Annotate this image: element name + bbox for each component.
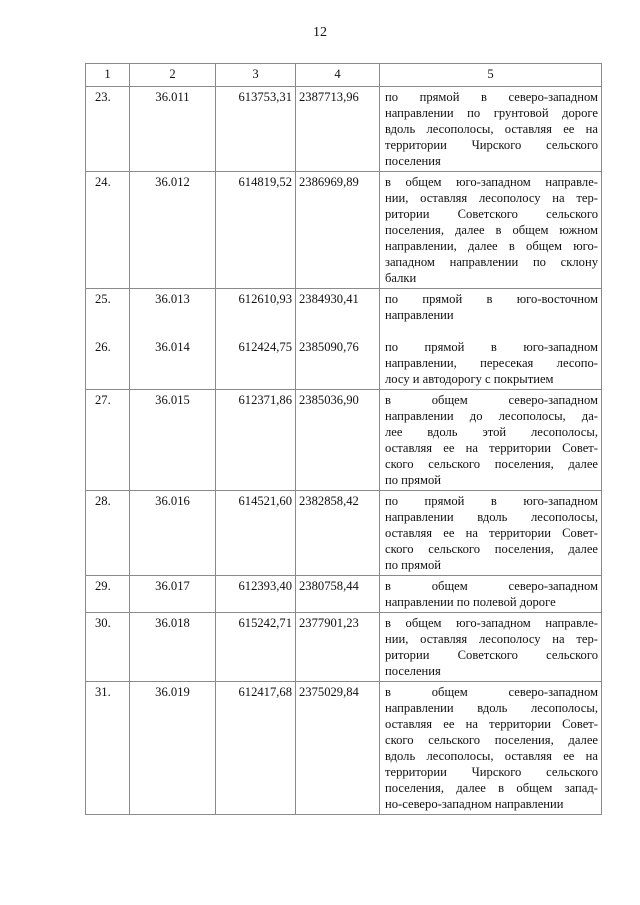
description-line: нии, оставляя лесополосу на тер- xyxy=(385,191,598,205)
y-coordinate: 2387713,96 xyxy=(299,90,359,104)
description-line: в общем северо-западном xyxy=(385,685,598,699)
description-block xyxy=(385,578,598,610)
header-cell-number: 1 xyxy=(86,64,130,87)
description-line: в общем северо-западном xyxy=(385,393,598,407)
x-coordinate-cell xyxy=(216,172,296,289)
description-line: в общем юго-западном направле- xyxy=(385,175,598,189)
header-cell-description: 5 xyxy=(380,64,602,87)
description-line: оставляя ее на территории Совет- xyxy=(385,717,598,731)
x-coordinate-cell xyxy=(216,289,296,390)
y-coordinate: 2384930,41 xyxy=(299,292,359,306)
description-line: поселения, далее в общем южном xyxy=(385,223,598,237)
description-line: по прямой в юго-западном xyxy=(385,494,598,508)
table-row xyxy=(86,172,602,289)
y-coordinate: 2386969,89 xyxy=(299,175,359,189)
row-number-cell xyxy=(86,390,130,491)
page-number: 12 xyxy=(313,25,327,40)
x-coordinate-cell xyxy=(216,87,296,172)
description-line: территории Чирского сельского xyxy=(385,765,598,779)
table-row xyxy=(86,87,602,172)
point-code-cell xyxy=(130,576,216,613)
x-coordinate-cell xyxy=(216,576,296,613)
description-block xyxy=(385,493,598,573)
y-coordinate: 2375029,84 xyxy=(299,685,359,699)
x-coordinate: 614819,52 xyxy=(238,175,292,189)
description-block xyxy=(385,291,598,323)
x-coordinate: 612393,40 xyxy=(238,579,292,593)
point-code: 36.018 xyxy=(155,616,190,630)
description-line: оставляя ее на территории Совет- xyxy=(385,526,598,540)
description-cell xyxy=(380,289,602,390)
description-line: направлении, далее в общем юго- xyxy=(385,239,598,253)
description-block xyxy=(385,615,598,679)
row-number-cell xyxy=(86,289,130,390)
y-coordinate: 2380758,44 xyxy=(299,579,359,593)
description-line: поселения xyxy=(385,154,441,168)
description-line: в общем юго-западном направле- xyxy=(385,616,598,630)
description-block xyxy=(385,174,598,286)
y-coordinate-cell xyxy=(296,576,380,613)
description-block xyxy=(385,89,598,169)
y-coordinate-cell xyxy=(296,682,380,815)
description-line: ритории Советского сельского xyxy=(385,207,598,221)
point-code: 36.012 xyxy=(155,175,190,189)
description-cell xyxy=(380,390,602,491)
description-line: лосу и автодорогу с покрытием xyxy=(385,372,554,386)
point-code: 36.019 xyxy=(155,685,190,699)
row-number-cell xyxy=(86,613,130,682)
description-cell xyxy=(380,682,602,815)
description-line: вдоль лесополосы, оставляя ее на xyxy=(385,122,598,136)
header-cell-point-code: 2 xyxy=(130,64,216,87)
row-number: 23. xyxy=(95,90,111,104)
row-number-cell xyxy=(86,87,130,172)
description-line: западном направлении по склону xyxy=(385,255,598,269)
description-line: вдоль лесополосы, оставляя ее на xyxy=(385,749,598,763)
description-line: по прямой в северо-западном xyxy=(385,90,598,104)
description-block xyxy=(385,392,598,488)
point-code-cell xyxy=(130,289,216,390)
y-coordinate-cell xyxy=(296,613,380,682)
description-line: по прямой в юго-западном xyxy=(385,340,598,354)
x-coordinate-cell xyxy=(216,491,296,576)
description-line: поселения, далее в общем запад- xyxy=(385,781,598,795)
description-line: лее вдоль этой лесополосы, xyxy=(385,425,598,439)
x-coordinate: 614521,60 xyxy=(238,494,292,508)
y-coordinate-cell xyxy=(296,390,380,491)
description-line: направлении вдоль лесополосы, xyxy=(385,510,598,524)
x-coordinate: 612610,93 xyxy=(238,292,292,306)
table-header-row xyxy=(86,64,602,87)
point-code-cell xyxy=(130,172,216,289)
x-coordinate: 615242,71 xyxy=(238,616,292,630)
point-code: 36.011 xyxy=(155,90,190,104)
y-coordinate: 2382858,42 xyxy=(299,494,359,508)
table-row xyxy=(86,289,602,390)
point-code: 36.016 xyxy=(155,494,190,508)
header-cell-y-coordinate: 4 xyxy=(296,64,380,87)
description-line: поселения xyxy=(385,664,441,678)
x-coordinate-cell xyxy=(216,682,296,815)
description-line: нии, оставляя лесополосу на тер- xyxy=(385,632,598,646)
description-line: территории Чирского сельского xyxy=(385,138,598,152)
row-number: 31. xyxy=(95,685,111,699)
description-line: направлении по полевой дороге xyxy=(385,595,556,609)
point-code: 36.017 xyxy=(155,579,190,593)
description-line: направлении вдоль лесополосы, xyxy=(385,701,598,715)
x-coordinate: 612371,86 xyxy=(238,393,292,407)
y-coordinate-cell xyxy=(296,289,380,390)
point-code-cell xyxy=(130,613,216,682)
description-line: ского сельского поселения, далее xyxy=(385,542,598,556)
table-row xyxy=(86,390,602,491)
row-number: 30. xyxy=(95,616,111,630)
row-number: 28. xyxy=(95,494,111,508)
y-coordinate: 2385090,76 xyxy=(299,340,359,354)
boundary-points-table xyxy=(85,63,602,815)
y-coordinate-cell xyxy=(296,87,380,172)
point-code-cell xyxy=(130,87,216,172)
point-code: 36.014 xyxy=(155,340,190,354)
row-number: 27. xyxy=(95,393,111,407)
description-line: по прямой xyxy=(385,473,442,487)
row-number: 25. xyxy=(95,292,111,306)
description-block xyxy=(385,339,598,387)
row-number: 29. xyxy=(95,579,111,593)
x-coordinate: 612417,68 xyxy=(238,685,292,699)
description-line: по прямой в юго-восточном xyxy=(385,292,598,306)
x-coordinate: 613753,31 xyxy=(238,90,292,104)
row-number-cell xyxy=(86,576,130,613)
description-line: оставляя ее на территории Совет- xyxy=(385,441,598,455)
description-line: направлении xyxy=(385,308,454,322)
row-number: 24. xyxy=(95,175,111,189)
x-coordinate-cell xyxy=(216,390,296,491)
description-cell xyxy=(380,576,602,613)
y-coordinate: 2377901,23 xyxy=(299,616,359,630)
table-row xyxy=(86,682,602,815)
point-code-cell xyxy=(130,491,216,576)
row-number: 26. xyxy=(95,340,111,354)
header-cell-x-coordinate: 3 xyxy=(216,64,296,87)
point-code-cell xyxy=(130,682,216,815)
description-block xyxy=(385,684,598,812)
description-cell xyxy=(380,172,602,289)
x-coordinate: 612424,75 xyxy=(238,340,292,354)
description-cell xyxy=(380,613,602,682)
description-line: ритории Советского сельского xyxy=(385,648,598,662)
point-code: 36.013 xyxy=(155,292,190,306)
y-coordinate-cell xyxy=(296,172,380,289)
point-code-cell xyxy=(130,390,216,491)
description-line: ского сельского поселения, далее xyxy=(385,733,598,747)
description-line: направлении, пересекая лесопо- xyxy=(385,356,598,370)
row-number-cell xyxy=(86,491,130,576)
y-coordinate: 2385036,90 xyxy=(299,393,359,407)
description-line: но-северо-западном направлении xyxy=(385,797,564,811)
x-coordinate-cell xyxy=(216,613,296,682)
table-row xyxy=(86,491,602,576)
description-line: в общем северо-западном xyxy=(385,579,598,593)
table-row xyxy=(86,613,602,682)
description-cell xyxy=(380,87,602,172)
description-line: балки xyxy=(385,271,417,285)
table-row xyxy=(86,576,602,613)
row-number-cell xyxy=(86,682,130,815)
description-line: ского сельского поселения, далее xyxy=(385,457,598,471)
row-number-cell xyxy=(86,172,130,289)
point-code: 36.015 xyxy=(155,393,190,407)
description-line: направлении до лесополосы, да- xyxy=(385,409,598,423)
y-coordinate-cell xyxy=(296,491,380,576)
description-line: направлении по грунтовой дороге xyxy=(385,106,598,120)
description-cell xyxy=(380,491,602,576)
description-line: по прямой xyxy=(385,558,442,572)
table-body xyxy=(86,64,602,815)
